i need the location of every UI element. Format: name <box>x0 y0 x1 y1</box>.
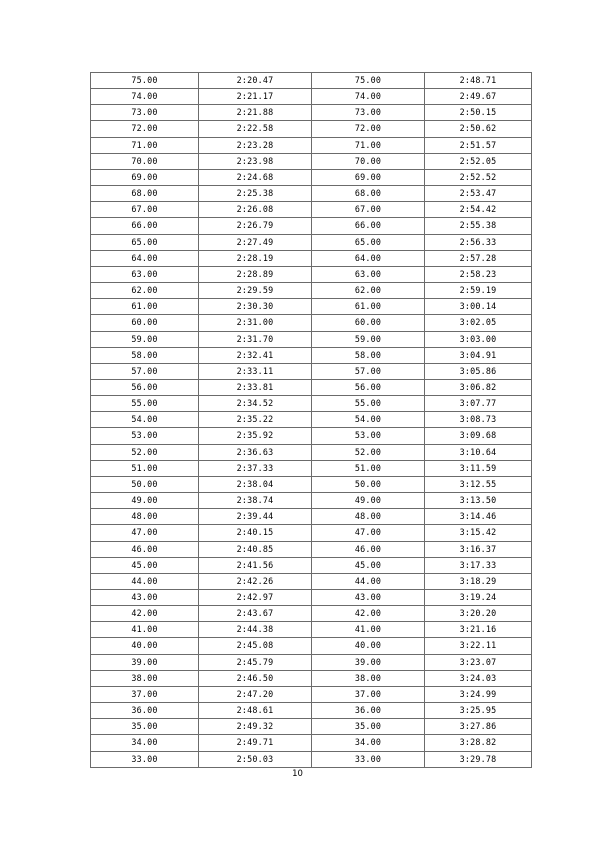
score-cell: 69.00 <box>91 169 199 185</box>
time-cell: 3:12.55 <box>425 476 532 492</box>
score-cell: 61.00 <box>312 299 425 315</box>
time-cell: 2:38.74 <box>199 493 312 509</box>
time-cell: 3:03.00 <box>425 331 532 347</box>
score-cell: 66.00 <box>312 218 425 234</box>
score-cell: 41.00 <box>312 622 425 638</box>
score-cell: 37.00 <box>91 686 199 702</box>
time-cell: 3:11.59 <box>425 460 532 476</box>
table-row <box>91 493 532 509</box>
time-cell: 2:46.50 <box>199 670 312 686</box>
score-cell: 73.00 <box>312 105 425 121</box>
table-row <box>91 105 532 121</box>
time-cell: 3:08.73 <box>425 412 532 428</box>
score-cell: 45.00 <box>91 557 199 573</box>
time-cell: 2:50.03 <box>199 751 312 767</box>
time-cell: 2:41.56 <box>199 557 312 573</box>
time-cell: 2:44.38 <box>199 622 312 638</box>
time-cell: 2:34.52 <box>199 396 312 412</box>
table-row <box>91 428 532 444</box>
score-cell: 65.00 <box>312 234 425 250</box>
score-cell: 56.00 <box>91 379 199 395</box>
score-cell: 58.00 <box>312 347 425 363</box>
time-cell: 2:52.52 <box>425 169 532 185</box>
score-cell: 69.00 <box>312 169 425 185</box>
score-cell: 73.00 <box>91 105 199 121</box>
time-cell: 2:51.57 <box>425 137 532 153</box>
time-cell: 2:45.79 <box>199 654 312 670</box>
time-cell: 2:47.20 <box>199 686 312 702</box>
score-cell: 38.00 <box>312 670 425 686</box>
score-cell: 67.00 <box>91 202 199 218</box>
time-cell: 2:54.42 <box>425 202 532 218</box>
score-cell: 55.00 <box>312 396 425 412</box>
time-cell: 2:42.97 <box>199 590 312 606</box>
table-row <box>91 218 532 234</box>
time-cell: 2:55.38 <box>425 218 532 234</box>
score-cell: 61.00 <box>91 299 199 315</box>
score-cell: 44.00 <box>312 573 425 589</box>
table-row <box>91 202 532 218</box>
score-cell: 43.00 <box>91 590 199 606</box>
score-cell: 34.00 <box>91 735 199 751</box>
time-cell: 2:48.71 <box>425 73 532 89</box>
time-cell: 2:28.19 <box>199 250 312 266</box>
time-cell: 2:57.28 <box>425 250 532 266</box>
score-cell: 45.00 <box>312 557 425 573</box>
score-cell: 67.00 <box>312 202 425 218</box>
score-cell: 41.00 <box>91 622 199 638</box>
score-cell: 47.00 <box>312 525 425 541</box>
table-row <box>91 266 532 282</box>
table-row <box>91 412 532 428</box>
score-cell: 47.00 <box>91 525 199 541</box>
time-cell: 2:22.58 <box>199 121 312 137</box>
score-cell: 40.00 <box>312 638 425 654</box>
time-cell: 2:23.28 <box>199 137 312 153</box>
time-cell: 3:16.37 <box>425 541 532 557</box>
time-cell: 2:21.17 <box>199 89 312 105</box>
score-cell: 35.00 <box>91 719 199 735</box>
time-cell: 2:31.00 <box>199 315 312 331</box>
table-row <box>91 622 532 638</box>
score-cell: 54.00 <box>91 412 199 428</box>
table-row <box>91 234 532 250</box>
score-cell: 68.00 <box>91 186 199 202</box>
time-cell: 2:29.59 <box>199 283 312 299</box>
table-row <box>91 573 532 589</box>
score-cell: 49.00 <box>312 493 425 509</box>
time-cell: 3:13.50 <box>425 493 532 509</box>
time-cell: 2:49.71 <box>199 735 312 751</box>
score-cell: 36.00 <box>312 703 425 719</box>
time-cell: 2:28.89 <box>199 266 312 282</box>
table-row <box>91 73 532 89</box>
time-cell: 2:32.41 <box>199 347 312 363</box>
score-cell: 51.00 <box>91 460 199 476</box>
score-cell: 60.00 <box>91 315 199 331</box>
time-cell: 2:20.47 <box>199 73 312 89</box>
score-cell: 72.00 <box>312 121 425 137</box>
time-cell: 3:07.77 <box>425 396 532 412</box>
score-cell: 59.00 <box>91 331 199 347</box>
table-row <box>91 557 532 573</box>
time-cell: 2:24.68 <box>199 169 312 185</box>
score-cell: 49.00 <box>91 493 199 509</box>
time-cell: 2:26.79 <box>199 218 312 234</box>
time-cell: 2:56.33 <box>425 234 532 250</box>
time-cell: 3:27.86 <box>425 719 532 735</box>
score-cell: 53.00 <box>91 428 199 444</box>
score-cell: 40.00 <box>91 638 199 654</box>
score-cell: 50.00 <box>91 476 199 492</box>
score-cell: 53.00 <box>312 428 425 444</box>
table-row <box>91 670 532 686</box>
table-row <box>91 153 532 169</box>
score-cell: 57.00 <box>91 363 199 379</box>
score-cell: 59.00 <box>312 331 425 347</box>
time-cell: 3:10.64 <box>425 444 532 460</box>
table-row <box>91 751 532 767</box>
score-cell: 68.00 <box>312 186 425 202</box>
score-cell: 38.00 <box>91 670 199 686</box>
time-cell: 3:00.14 <box>425 299 532 315</box>
score-cell: 42.00 <box>91 606 199 622</box>
time-cell: 3:23.07 <box>425 654 532 670</box>
score-cell: 74.00 <box>312 89 425 105</box>
time-cell: 3:05.86 <box>425 363 532 379</box>
time-cell: 2:37.33 <box>199 460 312 476</box>
table-row <box>91 121 532 137</box>
time-cell: 3:25.95 <box>425 703 532 719</box>
table-row <box>91 703 532 719</box>
time-cell: 3:20.20 <box>425 606 532 622</box>
time-cell: 2:36.63 <box>199 444 312 460</box>
time-cell: 2:50.62 <box>425 121 532 137</box>
score-cell: 51.00 <box>312 460 425 476</box>
score-cell: 48.00 <box>91 509 199 525</box>
time-cell: 3:19.24 <box>425 590 532 606</box>
score-cell: 64.00 <box>91 250 199 266</box>
time-cell: 2:33.81 <box>199 379 312 395</box>
time-cell: 3:02.05 <box>425 315 532 331</box>
score-cell: 35.00 <box>312 719 425 735</box>
table-row <box>91 460 532 476</box>
time-cell: 3:24.03 <box>425 670 532 686</box>
table-row <box>91 735 532 751</box>
time-cell: 2:38.04 <box>199 476 312 492</box>
score-cell: 52.00 <box>312 444 425 460</box>
score-cell: 70.00 <box>312 153 425 169</box>
time-cell: 2:21.88 <box>199 105 312 121</box>
time-cell: 2:49.67 <box>425 89 532 105</box>
table-row <box>91 476 532 492</box>
score-cell: 72.00 <box>91 121 199 137</box>
score-table-body <box>91 73 532 768</box>
score-cell: 55.00 <box>91 396 199 412</box>
time-cell: 3:17.33 <box>425 557 532 573</box>
table-row <box>91 89 532 105</box>
score-cell: 71.00 <box>312 137 425 153</box>
table-row <box>91 638 532 654</box>
score-cell: 62.00 <box>91 283 199 299</box>
table-row <box>91 283 532 299</box>
score-cell: 66.00 <box>91 218 199 234</box>
score-cell: 54.00 <box>312 412 425 428</box>
time-cell: 2:33.11 <box>199 363 312 379</box>
table-row <box>91 606 532 622</box>
score-time-table <box>90 72 532 768</box>
time-cell: 2:52.05 <box>425 153 532 169</box>
table-row <box>91 719 532 735</box>
table-row <box>91 331 532 347</box>
table-row <box>91 137 532 153</box>
score-cell: 44.00 <box>91 573 199 589</box>
score-cell: 33.00 <box>312 751 425 767</box>
score-cell: 65.00 <box>91 234 199 250</box>
time-cell: 2:50.15 <box>425 105 532 121</box>
page-number: 10 <box>292 769 303 779</box>
score-cell: 57.00 <box>312 363 425 379</box>
time-cell: 2:31.70 <box>199 331 312 347</box>
table-row <box>91 509 532 525</box>
score-cell: 36.00 <box>91 703 199 719</box>
table-row <box>91 444 532 460</box>
table-row <box>91 379 532 395</box>
time-cell: 2:42.26 <box>199 573 312 589</box>
time-cell: 2:25.38 <box>199 186 312 202</box>
table-row <box>91 525 532 541</box>
score-cell: 63.00 <box>312 266 425 282</box>
time-cell: 3:21.16 <box>425 622 532 638</box>
time-cell: 2:30.30 <box>199 299 312 315</box>
time-cell: 3:24.99 <box>425 686 532 702</box>
time-cell: 2:27.49 <box>199 234 312 250</box>
score-cell: 43.00 <box>312 590 425 606</box>
time-cell: 2:43.67 <box>199 606 312 622</box>
table-row <box>91 186 532 202</box>
score-cell: 75.00 <box>312 73 425 89</box>
time-cell: 3:04.91 <box>425 347 532 363</box>
score-cell: 70.00 <box>91 153 199 169</box>
score-cell: 39.00 <box>91 654 199 670</box>
table-row <box>91 315 532 331</box>
score-cell: 58.00 <box>91 347 199 363</box>
score-cell: 75.00 <box>91 73 199 89</box>
time-cell: 2:49.32 <box>199 719 312 735</box>
score-cell: 64.00 <box>312 250 425 266</box>
score-cell: 48.00 <box>312 509 425 525</box>
table-row <box>91 541 532 557</box>
time-cell: 2:35.92 <box>199 428 312 444</box>
time-cell: 3:22.11 <box>425 638 532 654</box>
score-cell: 62.00 <box>312 283 425 299</box>
table-row <box>91 363 532 379</box>
score-cell: 56.00 <box>312 379 425 395</box>
table-row <box>91 347 532 363</box>
score-cell: 42.00 <box>312 606 425 622</box>
time-cell: 3:09.68 <box>425 428 532 444</box>
score-cell: 34.00 <box>312 735 425 751</box>
table-row <box>91 654 532 670</box>
time-cell: 2:39.44 <box>199 509 312 525</box>
time-cell: 2:26.08 <box>199 202 312 218</box>
score-cell: 37.00 <box>312 686 425 702</box>
table-row <box>91 299 532 315</box>
time-cell: 2:35.22 <box>199 412 312 428</box>
score-cell: 50.00 <box>312 476 425 492</box>
time-cell: 2:59.19 <box>425 283 532 299</box>
score-cell: 46.00 <box>312 541 425 557</box>
score-cell: 63.00 <box>91 266 199 282</box>
score-cell: 46.00 <box>91 541 199 557</box>
table-row <box>91 250 532 266</box>
time-cell: 3:06.82 <box>425 379 532 395</box>
time-cell: 3:18.29 <box>425 573 532 589</box>
score-cell: 60.00 <box>312 315 425 331</box>
table-row <box>91 590 532 606</box>
time-cell: 2:58.23 <box>425 266 532 282</box>
score-cell: 39.00 <box>312 654 425 670</box>
score-cell: 33.00 <box>91 751 199 767</box>
time-cell: 2:53.47 <box>425 186 532 202</box>
table-row <box>91 169 532 185</box>
time-cell: 2:40.85 <box>199 541 312 557</box>
time-cell: 3:14.46 <box>425 509 532 525</box>
time-cell: 2:40.15 <box>199 525 312 541</box>
time-cell: 2:48.61 <box>199 703 312 719</box>
time-cell: 3:29.78 <box>425 751 532 767</box>
table-row <box>91 396 532 412</box>
score-cell: 74.00 <box>91 89 199 105</box>
time-cell: 2:45.08 <box>199 638 312 654</box>
time-cell: 2:23.98 <box>199 153 312 169</box>
time-cell: 3:15.42 <box>425 525 532 541</box>
score-cell: 71.00 <box>91 137 199 153</box>
score-cell: 52.00 <box>91 444 199 460</box>
table-row <box>91 686 532 702</box>
time-cell: 3:28.82 <box>425 735 532 751</box>
